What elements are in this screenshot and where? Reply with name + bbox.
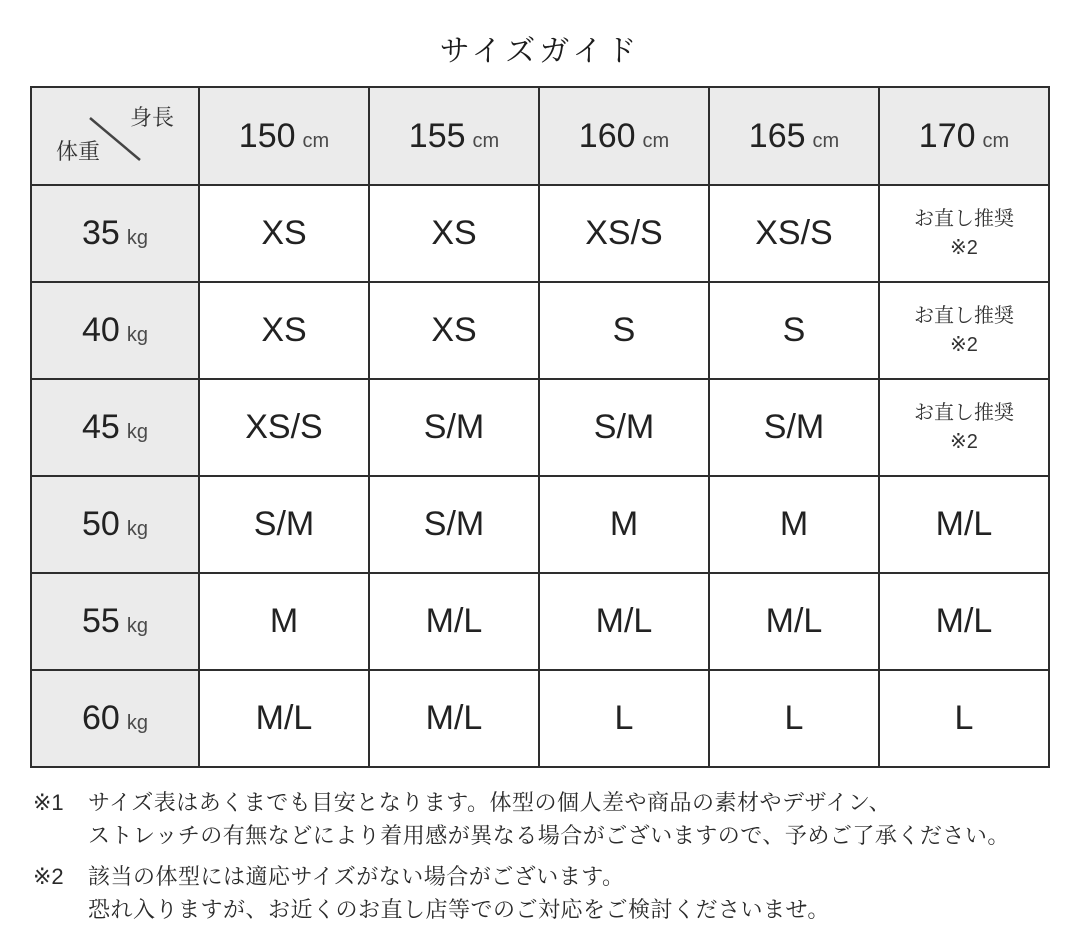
weight-unit: kg xyxy=(126,518,148,540)
size-cell xyxy=(369,670,539,767)
size-value: M xyxy=(609,505,639,543)
alteration-note-line: ※2 xyxy=(950,333,978,356)
size-cell xyxy=(539,282,709,379)
size-cell xyxy=(879,670,1049,767)
size-guide-table xyxy=(30,86,1050,768)
weight-row-header xyxy=(31,185,199,282)
height-value: 160 xyxy=(578,116,636,155)
size-cell xyxy=(709,476,879,573)
size-value: M/L xyxy=(255,699,313,737)
size-cell xyxy=(369,476,539,573)
alteration-note-line: お直し推奨 xyxy=(914,401,1014,424)
footnotes xyxy=(33,786,1053,926)
size-value: S/M xyxy=(423,505,485,543)
size-cell xyxy=(199,476,369,573)
table-row xyxy=(31,476,1049,573)
height-value: 165 xyxy=(748,116,806,155)
size-cell xyxy=(879,476,1049,573)
size-cell xyxy=(199,670,369,767)
table-row xyxy=(31,379,1049,476)
table-row xyxy=(31,573,1049,670)
size-value: XS xyxy=(261,214,307,252)
weight-row-header xyxy=(31,379,199,476)
weight-value: 35 xyxy=(82,214,120,252)
corner-cell xyxy=(31,87,199,185)
alteration-note-cell xyxy=(879,379,1049,476)
height-column-header xyxy=(539,87,709,185)
height-value: 170 xyxy=(918,116,976,155)
footnote xyxy=(33,860,1053,926)
size-value: XS/S xyxy=(245,408,323,446)
size-value: XS xyxy=(261,311,307,349)
size-value: M/L xyxy=(765,602,823,640)
size-cell xyxy=(709,282,879,379)
size-value: M xyxy=(779,505,809,543)
size-value: S/M xyxy=(763,408,825,446)
height-unit: cm xyxy=(982,129,1010,152)
footnote-text xyxy=(88,786,1010,852)
weight-unit: kg xyxy=(126,324,148,346)
size-cell xyxy=(199,282,369,379)
size-cell xyxy=(709,573,879,670)
height-unit: cm xyxy=(472,129,500,152)
size-value: L xyxy=(784,699,804,737)
size-value: S/M xyxy=(423,408,485,446)
size-value: XS xyxy=(431,214,477,252)
size-cell xyxy=(539,185,709,282)
footnote-line: サイズ表はあくまでも目安となります。体型の個人差や商品の素材やデザイン、 xyxy=(88,790,892,815)
size-value: XS xyxy=(431,311,477,349)
weight-axis-label: 体重 xyxy=(56,139,101,164)
height-column-header xyxy=(879,87,1049,185)
alteration-note-line: ※2 xyxy=(950,236,978,259)
page-title: サイズガイド xyxy=(439,35,641,68)
weight-value: 50 xyxy=(82,505,120,543)
size-value: M/L xyxy=(595,602,653,640)
size-cell xyxy=(709,185,879,282)
weight-unit: kg xyxy=(126,227,148,249)
footnote xyxy=(33,786,1053,852)
weight-value: 40 xyxy=(82,311,120,349)
size-cell xyxy=(369,379,539,476)
footnote-marker: ※2 xyxy=(33,864,64,889)
height-unit: cm xyxy=(302,129,330,152)
size-value: S xyxy=(612,311,636,349)
size-value: M xyxy=(269,602,299,640)
table-row xyxy=(31,282,1049,379)
height-value: 155 xyxy=(408,116,466,155)
size-value: L xyxy=(954,699,974,737)
weight-row-header xyxy=(31,573,199,670)
size-cell xyxy=(709,670,879,767)
alteration-note-line: お直し推奨 xyxy=(914,304,1014,327)
footnote-line: 恐れ入りますが、お近くのお直し店等でのご対応をご検討くださいませ。 xyxy=(88,897,830,922)
size-cell xyxy=(369,573,539,670)
height-unit: cm xyxy=(812,129,840,152)
size-cell xyxy=(369,282,539,379)
size-value: M/L xyxy=(935,602,993,640)
size-value: XS/S xyxy=(585,214,663,252)
weight-row-header xyxy=(31,476,199,573)
size-cell xyxy=(539,573,709,670)
size-value: L xyxy=(614,699,634,737)
weight-row-header xyxy=(31,670,199,767)
footnote-line: 該当の体型には適応サイズがない場合がございます。 xyxy=(88,864,625,889)
weight-unit: kg xyxy=(126,712,148,734)
size-cell xyxy=(199,379,369,476)
size-cell xyxy=(709,379,879,476)
weight-unit: kg xyxy=(126,421,148,443)
height-column-header xyxy=(369,87,539,185)
weight-unit: kg xyxy=(126,615,148,637)
table-row xyxy=(31,670,1049,767)
size-value: XS/S xyxy=(755,214,833,252)
footnote-text xyxy=(88,860,830,926)
size-cell xyxy=(369,185,539,282)
footnote-line: ストレッチの有無などにより着用感が異なる場合がございますので、予めご了承ください。 xyxy=(88,823,1010,848)
size-cell xyxy=(539,476,709,573)
size-value: S xyxy=(782,311,806,349)
height-unit: cm xyxy=(642,129,670,152)
size-value: M/L xyxy=(935,505,993,543)
alteration-note-cell xyxy=(879,185,1049,282)
height-column-header xyxy=(199,87,369,185)
height-axis-label: 身長 xyxy=(129,105,174,130)
weight-value: 55 xyxy=(82,602,120,640)
weight-row-header xyxy=(31,282,199,379)
weight-value: 45 xyxy=(82,408,120,446)
alteration-note-line: お直し推奨 xyxy=(914,207,1014,230)
size-cell xyxy=(199,185,369,282)
alteration-note-line: ※2 xyxy=(950,430,978,453)
height-column-header xyxy=(709,87,879,185)
size-cell xyxy=(879,573,1049,670)
size-value: M/L xyxy=(425,699,483,737)
size-value: S/M xyxy=(593,408,655,446)
footnote-marker: ※1 xyxy=(33,790,64,815)
size-value: M/L xyxy=(425,602,483,640)
size-value: S/M xyxy=(253,505,315,543)
table-row xyxy=(31,185,1049,282)
alteration-note-cell xyxy=(879,282,1049,379)
height-value: 150 xyxy=(238,116,296,155)
header-row xyxy=(31,87,1049,185)
weight-value: 60 xyxy=(82,699,120,737)
size-cell xyxy=(199,573,369,670)
size-cell xyxy=(539,670,709,767)
size-cell xyxy=(539,379,709,476)
